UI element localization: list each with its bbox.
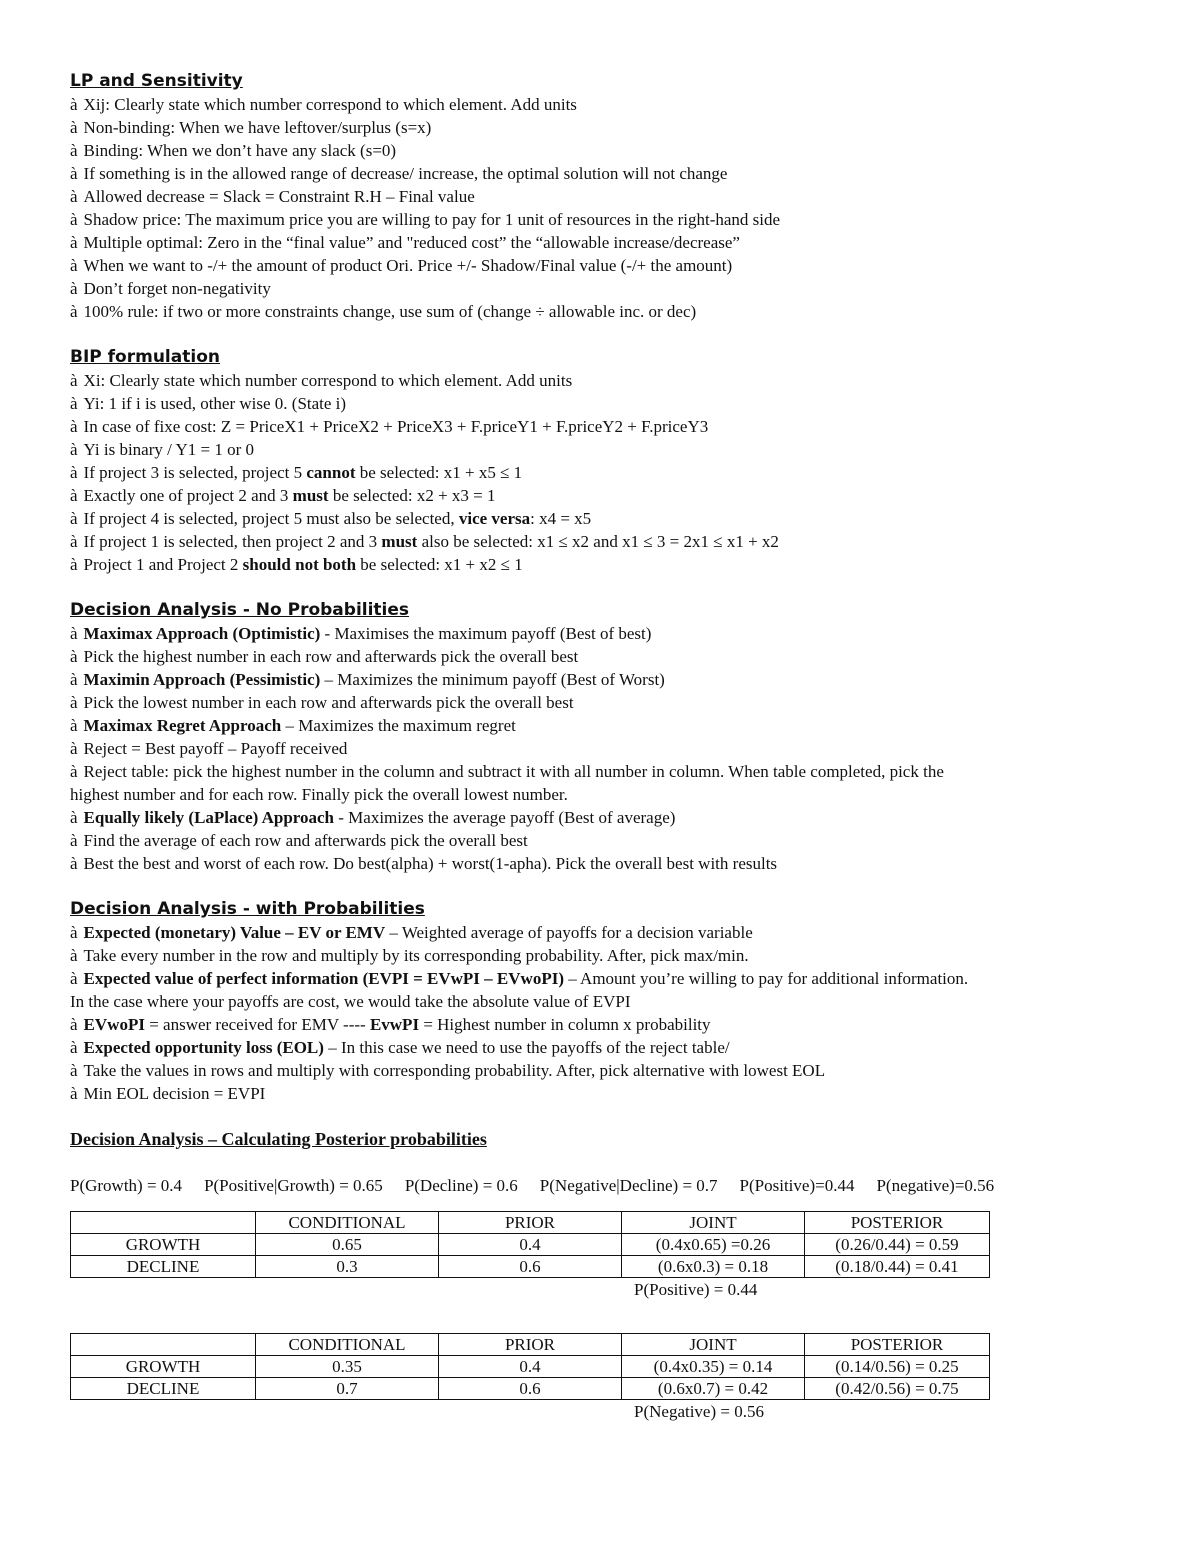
list-item: à Multiple optimal: Zero in the “final value” and "reduced cost” the “allowable increase/decrease” bbox=[70, 233, 740, 252]
bullet-arrow: à bbox=[70, 256, 78, 275]
posterior-table-positive bbox=[70, 1211, 990, 1278]
bip-list bbox=[70, 369, 1130, 576]
bullet-arrow: à bbox=[70, 1015, 78, 1034]
table-row: DECLINE 0.3 0.6 (0.6x0.3) = 0.18 (0.18/0.44) = 0.41 bbox=[71, 1256, 990, 1278]
list-item: à Maximax Approach (Optimistic) - Maximises the maximum payoff (Best of best) bbox=[70, 624, 652, 643]
table-row: DECLINE 0.7 0.6 (0.6x0.7) = 0.42 (0.42/0.56) = 0.75 bbox=[71, 1378, 990, 1400]
list-item: à If something is in the allowed range of decrease/ increase, the optimal solution will not change bbox=[70, 164, 728, 183]
bullet-arrow: à bbox=[70, 1084, 78, 1103]
prob-negative: P(negative)=0.56 bbox=[876, 1176, 995, 1195]
list-item: à Find the average of each row and afterwards pick the overall best bbox=[70, 831, 528, 850]
bullet-arrow: à bbox=[70, 923, 78, 942]
list-item: à Reject = Best payoff – Payoff received bbox=[70, 739, 348, 758]
bullet-arrow: à bbox=[70, 164, 78, 183]
list-item: à Yi: 1 if i is used, other wise 0. (State i) bbox=[70, 394, 347, 413]
spacer bbox=[70, 323, 1130, 346]
list-item: à Xij: Clearly state which number correspond to which element. Add units bbox=[70, 95, 577, 114]
bullet-arrow: à bbox=[70, 233, 78, 252]
table-total-positive: P(Positive) = 0.44 bbox=[634, 1280, 758, 1299]
section-heading-no-probabilities: Decision Analysis - No Probabilities bbox=[70, 600, 410, 620]
bullet-arrow: à bbox=[70, 440, 78, 459]
list-item: à Expected opportunity loss (EOL) – In this case we need to use the payoffs of the reject table/ bbox=[70, 1038, 730, 1057]
bullet-arrow: à bbox=[70, 417, 78, 436]
list-item: à Don’t forget non-negativity bbox=[70, 279, 271, 298]
bullet-arrow: à bbox=[70, 670, 78, 689]
spacer bbox=[70, 1301, 1130, 1333]
prob-growth: P(Growth) = 0.4 bbox=[70, 1176, 183, 1195]
bullet-arrow: à bbox=[70, 854, 78, 873]
table-total-negative: P(Negative) = 0.56 bbox=[634, 1402, 764, 1421]
list-item: à Equally likely (LaPlace) Approach - Maximizes the average payoff (Best of average) bbox=[70, 808, 676, 827]
bullet-arrow: à bbox=[70, 187, 78, 206]
no-prob-list bbox=[70, 622, 1130, 875]
list-item: à Pick the lowest number in each row and afterwards pick the overall best bbox=[70, 693, 574, 712]
list-item: à If project 3 is selected, project 5 cannot be selected: x1 + x5 ≤ 1 bbox=[70, 463, 523, 482]
list-item-continuation: In the case where your payoffs are cost, we would take the absolute value of EVPI bbox=[70, 992, 631, 1011]
bullet-arrow: à bbox=[70, 739, 78, 758]
bullet-arrow: à bbox=[70, 95, 78, 114]
bullet-arrow: à bbox=[70, 716, 78, 735]
list-item: à If project 4 is selected, project 5 must also be selected, vice versa: x4 = x5 bbox=[70, 509, 592, 528]
with-prob-list bbox=[70, 921, 1130, 1105]
list-item: à Expected value of perfect information (EVPI = EVwPI – EVwoPI) – Amount you’re willing to pay for additional information. bbox=[70, 969, 969, 988]
lp-list bbox=[70, 93, 1130, 323]
list-item: à EVwoPI = answer received for EMV ---- EvwPI = Highest number in column x probability bbox=[70, 1015, 711, 1034]
prob-decline: P(Decline) = 0.6 bbox=[404, 1176, 518, 1195]
bullet-arrow: à bbox=[70, 946, 78, 965]
list-item: à In case of fixe cost: Z = PriceX1 + PriceX2 + PriceX3 + F.priceY1 + F.priceY2 + F.priceY3 bbox=[70, 417, 709, 436]
bullet-arrow: à bbox=[70, 486, 78, 505]
prob-positive-given-growth: P(Positive|Growth) = 0.65 bbox=[204, 1176, 383, 1195]
list-item: à Shadow price: The maximum price you are willing to pay for 1 unit of resources in the right-hand side bbox=[70, 210, 781, 229]
section-heading-with-probabilities: Decision Analysis - with Probabilities bbox=[70, 899, 425, 919]
bullet-arrow: à bbox=[70, 762, 78, 781]
list-item: à Exactly one of project 2 and 3 must be selected: x2 + x3 = 1 bbox=[70, 486, 496, 505]
list-item: à Binding: When we don’t have any slack (s=0) bbox=[70, 141, 397, 160]
list-item: à Pick the highest number in each row and afterwards pick the overall best bbox=[70, 647, 579, 666]
table-row: GROWTH 0.35 0.4 (0.4x0.35) = 0.14 (0.14/0.56) = 0.25 bbox=[71, 1356, 990, 1378]
list-item: à Maximax Regret Approach – Maximizes the maximum regret bbox=[70, 716, 516, 735]
list-item: à Yi is binary / Y1 = 1 or 0 bbox=[70, 440, 254, 459]
posterior-table-negative bbox=[70, 1333, 990, 1400]
bullet-arrow: à bbox=[70, 647, 78, 666]
bullet-arrow: à bbox=[70, 279, 78, 298]
bullet-arrow: à bbox=[70, 394, 78, 413]
bullet-arrow: à bbox=[70, 808, 78, 827]
bullet-arrow: à bbox=[70, 532, 78, 551]
table-row: GROWTH 0.65 0.4 (0.4x0.65) =0.26 (0.26/0.44) = 0.59 bbox=[71, 1234, 990, 1256]
list-item: à When we want to -/+ the amount of product Ori. Price +/- Shadow/Final value (-/+ the amount) bbox=[70, 256, 733, 275]
probability-summary bbox=[70, 1174, 1130, 1197]
section-heading-lp: LP and Sensitivity bbox=[70, 71, 243, 91]
list-item: à Reject table: pick the highest number in the column and subtract it with all number in column. When table completed, pick the bbox=[70, 762, 944, 781]
bullet-arrow: à bbox=[70, 969, 78, 988]
bullet-arrow: à bbox=[70, 141, 78, 160]
list-item: à Xi: Clearly state which number correspond to which element. Add units bbox=[70, 371, 573, 390]
list-item: à Non-binding: When we have leftover/surplus (s=x) bbox=[70, 118, 432, 137]
list-item: à Project 1 and Project 2 should not both be selected: x1 + x2 ≤ 1 bbox=[70, 555, 523, 574]
spacer bbox=[70, 576, 1130, 599]
list-item: à Maximin Approach (Pessimistic) – Maximizes the minimum payoff (Best of Worst) bbox=[70, 670, 665, 689]
bullet-arrow: à bbox=[70, 555, 78, 574]
list-item: à Best the best and worst of each row. Do best(alpha) + worst(1-apha). Pick the overall best with results bbox=[70, 854, 778, 873]
list-item-continuation: highest number and for each row. Finally pick the overall lowest number. bbox=[70, 785, 568, 804]
bullet-arrow: à bbox=[70, 831, 78, 850]
bullet-arrow: à bbox=[70, 624, 78, 643]
list-item: à 100% rule: if two or more constraints change, use sum of (change ÷ allowable inc. or dec) bbox=[70, 302, 697, 321]
bullet-arrow: à bbox=[70, 1038, 78, 1057]
list-item: à Min EOL decision = EVPI bbox=[70, 1084, 266, 1103]
prob-negative-given-decline: P(Negative|Decline) = 0.7 bbox=[539, 1176, 718, 1195]
document-page bbox=[70, 70, 1130, 1423]
list-item: à Expected (monetary) Value – EV or EMV – Weighted average of payoffs for a decision variable bbox=[70, 923, 753, 942]
table-header-row: CONDITIONAL PRIOR JOINT POSTERIOR bbox=[71, 1334, 990, 1356]
bullet-arrow: à bbox=[70, 693, 78, 712]
list-item: à Allowed decrease = Slack = Constraint R.H – Final value bbox=[70, 187, 475, 206]
bullet-arrow: à bbox=[70, 509, 78, 528]
list-item: à Take every number in the row and multiply by its corresponding probability. After, pick max/min. bbox=[70, 946, 749, 965]
spacer bbox=[70, 1105, 1130, 1128]
bullet-arrow: à bbox=[70, 118, 78, 137]
list-item: à Take the values in rows and multiply with corresponding probability. After, pick alternative with lowest EOL bbox=[70, 1061, 826, 1080]
bullet-arrow: à bbox=[70, 371, 78, 390]
bullet-arrow: à bbox=[70, 210, 78, 229]
list-item: à If project 1 is selected, then project 2 and 3 must also be selected: x1 ≤ x2 and x1 ≤ 3 = 2x1 ≤ x1 + x2 bbox=[70, 532, 779, 551]
bullet-arrow: à bbox=[70, 1061, 78, 1080]
section-heading-bip: BIP formulation bbox=[70, 347, 220, 367]
section-heading-posterior: Decision Analysis – Calculating Posterior probabilities bbox=[70, 1129, 487, 1149]
table-header-row: CONDITIONAL PRIOR JOINT POSTERIOR bbox=[71, 1212, 990, 1234]
spacer bbox=[70, 875, 1130, 898]
prob-positive: P(Positive)=0.44 bbox=[739, 1176, 855, 1195]
bullet-arrow: à bbox=[70, 302, 78, 321]
bullet-arrow: à bbox=[70, 463, 78, 482]
